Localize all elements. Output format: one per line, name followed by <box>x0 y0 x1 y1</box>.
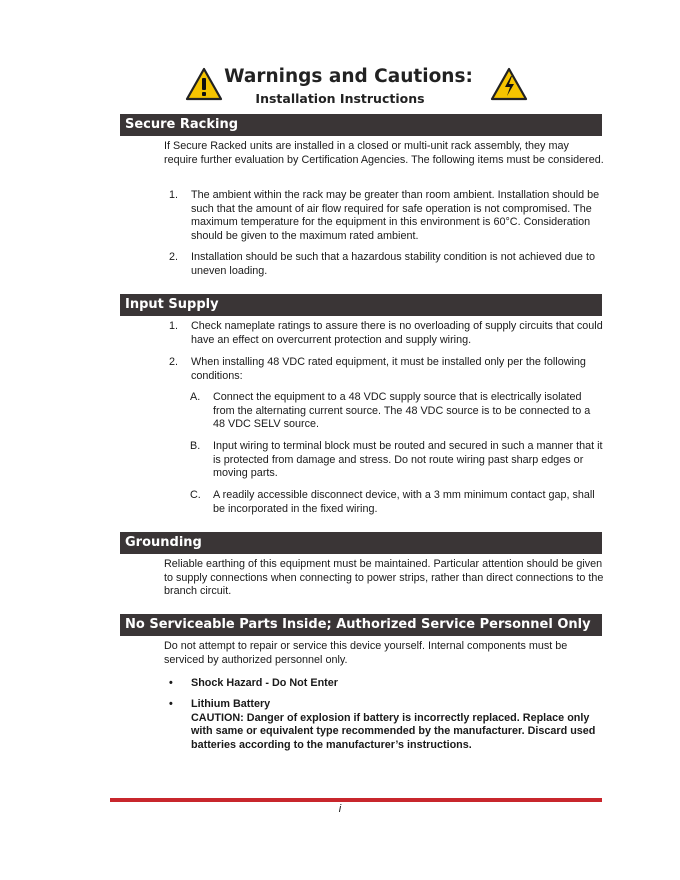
item-title: Lithium Battery <box>191 698 271 710</box>
item-number: 1. <box>169 320 179 332</box>
sub-item-text: Input wiring to terminal block must be routed and secured in such a manner that it is protected from damage and stress. Do not route wiring past sharp edges or moving parts. <box>213 440 603 480</box>
sub-item-letter: A. <box>190 391 201 403</box>
item-text: Shock Hazard - Do Not Enter <box>191 677 338 689</box>
item-text: Check nameplate ratings to assure there is no overloading of supply circuits that could have an effect on overcurrent protection and supply wiring. <box>191 320 603 346</box>
racking-intro: If Secure Racked units are installed in a closed or multi-unit rack assembly, they may require further evaluation by Certification Agencies. The following items must be considered. <box>164 140 604 166</box>
item-text: CAUTION: Danger of explosion if battery is incorrectly replaced. Replace only with same or equivalent type recommended by the manufacturer. Discard used batteries according to the manufacturer’s instructions. <box>191 711 596 751</box>
sub-item-letter: B. <box>190 440 201 452</box>
footer-rule <box>110 798 602 802</box>
sub-item-text: Connect the equipment to a 48 VDC supply source that is electrically isolated from the alternating current source. The 48 VDC source is to be connected to a 48 VDC SELV source. <box>213 391 591 431</box>
electrical-hazard-icon <box>490 67 528 101</box>
item-text: The ambient within the rack may be greater than room ambient. Installation should be such that the amount of air flow required for safe operation is not compromised. The maximum temperature for the equipment in this environment is 60°C. Consideration should be given to the maximum rated ambient. <box>191 189 600 242</box>
page-subtitle: Installation Instructions <box>255 91 425 106</box>
page-title: Warnings and Cautions: <box>224 66 473 87</box>
bullet-icon: • <box>169 698 173 710</box>
bullet-icon: • <box>169 677 173 689</box>
sub-item-letter: C. <box>190 489 201 501</box>
page-header <box>0 62 680 112</box>
section-heading-service: No Serviceable Parts Inside; Authorized Service Personnel Only <box>120 614 602 636</box>
section-heading-grounding: Grounding <box>120 532 602 554</box>
sub-item-text: A readily accessible disconnect device, with a 3 mm minimum contact gap, shall be incorporated in the fixed wiring. <box>213 489 595 515</box>
item-text: When installing 48 VDC rated equipment, it must be installed only per the following conditions: <box>191 356 586 382</box>
section-heading-input-supply: Input Supply <box>120 294 602 316</box>
item-text: Installation should be such that a hazardous stability condition is not achieved due to uneven loading. <box>191 251 595 277</box>
service-intro: Do not attempt to repair or service this device yourself. Internal components must be serviced by authorized personnel only. <box>164 640 568 666</box>
page-number: i <box>338 803 342 815</box>
item-body <box>191 698 604 752</box>
grounding-text: Reliable earthing of this equipment must be maintained. Particular attention should be given to supply connections when connecting to power strips, rather than direct connections to the branch circuit. <box>164 558 604 598</box>
item-number: 2. <box>169 251 179 263</box>
item-number: 2. <box>169 356 179 368</box>
item-number: 1. <box>169 189 179 201</box>
section-heading-secure-racking: Secure Racking <box>120 114 602 136</box>
